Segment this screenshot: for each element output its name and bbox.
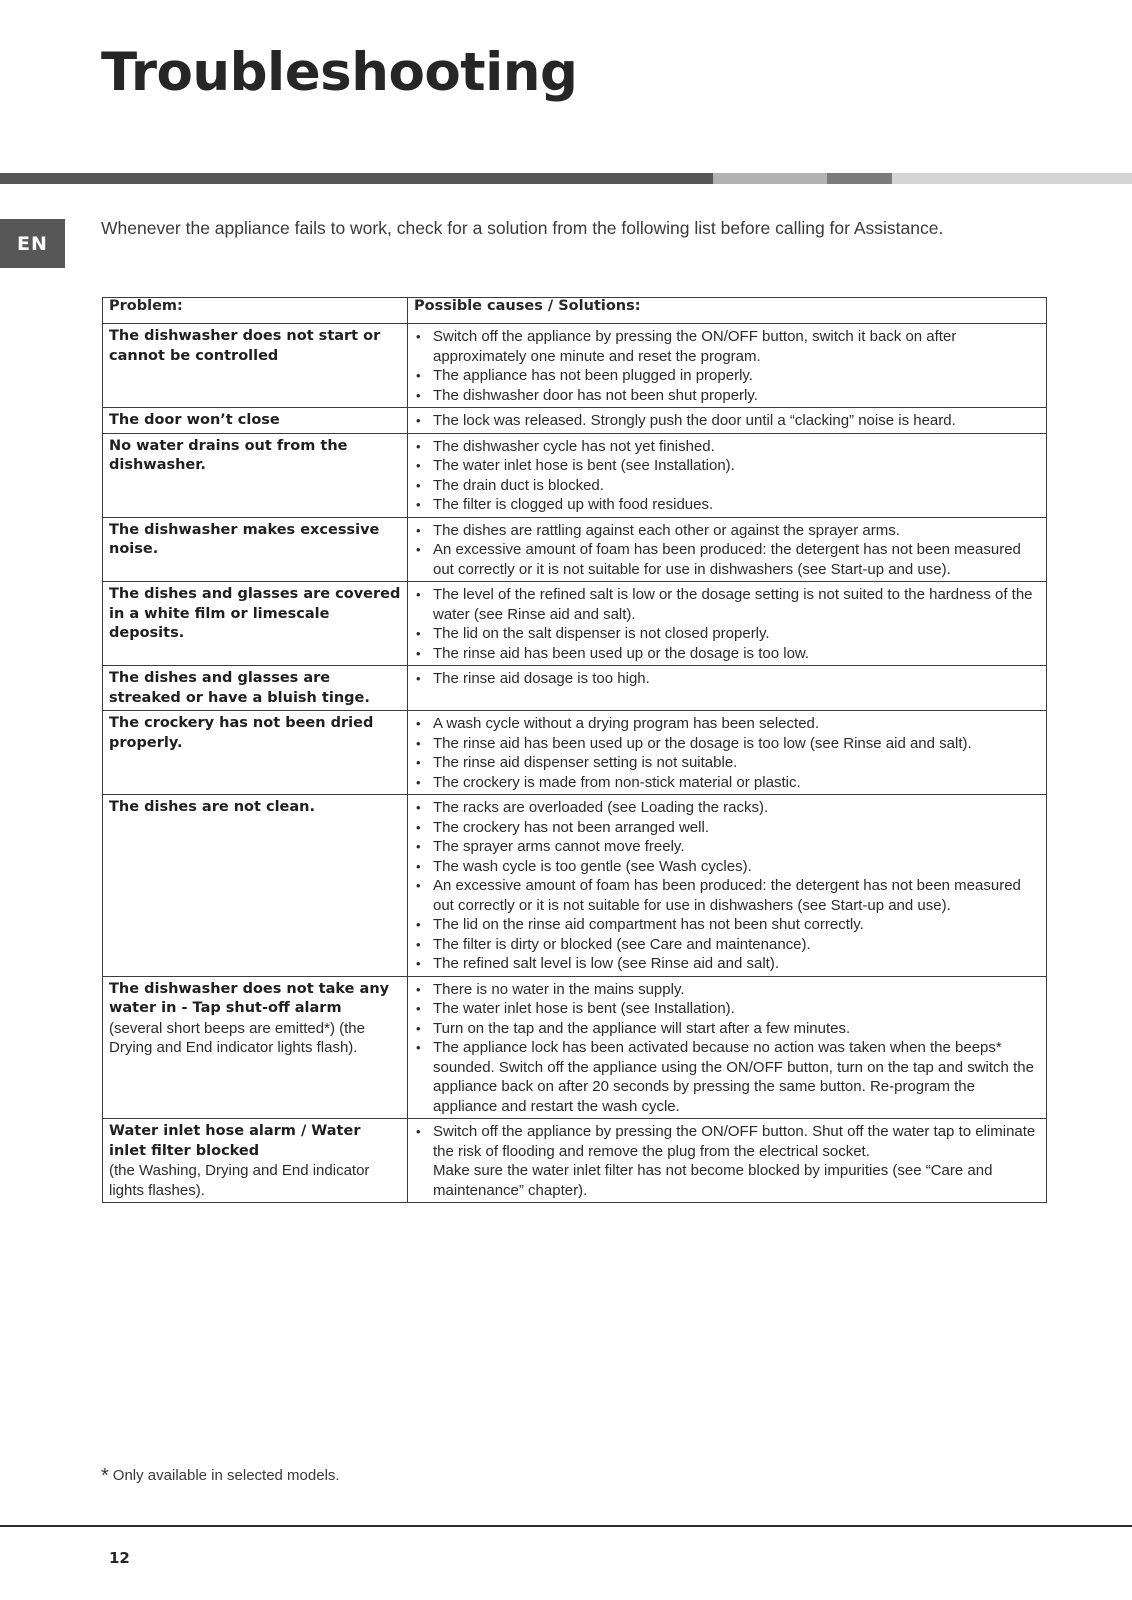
cause-item: • The rinse aid dosage is too high.: [414, 669, 1040, 689]
cause-item: • The water inlet hose is bent (see Installation).: [414, 456, 1040, 476]
problem-cell: [103, 795, 408, 977]
causes-cell: [408, 795, 1047, 977]
cause-list: [414, 669, 1040, 689]
table-row: [103, 324, 1047, 408]
cause-list: [414, 798, 1040, 974]
cause-item: • The lid on the salt dispenser is not closed properly.: [414, 624, 1040, 644]
header-bar-segment: [0, 173, 713, 184]
cause-list: [414, 411, 1040, 431]
cause-item: • There is no water in the mains supply.: [414, 980, 1040, 1000]
table-row: [103, 976, 1047, 1119]
cause-item: • An excessive amount of foam has been produced: the detergent has not been measured out correctly or it is not suitable for use in dishwashers (see Start-up and use).: [414, 876, 1040, 915]
cause-item: • The lock was released. Strongly push the door until a “clacking” noise is heard.: [414, 411, 1040, 431]
causes-cell: [408, 582, 1047, 666]
problem-text: The door won’t close: [109, 412, 280, 428]
cause-item: • The rinse aid has been used up or the dosage is too low (see Rinse aid and salt).: [414, 734, 1040, 754]
cause-item: • The racks are overloaded (see Loading the racks).: [414, 798, 1040, 818]
page-number: 12: [109, 1549, 130, 1567]
problem-note: (the Washing, Drying and End indicator lights flashes).: [109, 1162, 370, 1199]
table-row: [103, 517, 1047, 582]
cause-list: [414, 714, 1040, 792]
cause-list: [414, 327, 1040, 405]
cause-item: • The lid on the rinse aid compartment has not been shut correctly.: [414, 915, 1040, 935]
cause-item: • The crockery is made from non-stick material or plastic.: [414, 773, 1040, 793]
problem-text: The dishwasher does not take any water in - Tap shut-off alarm: [109, 980, 390, 1016]
cause-item: • The crockery has not been arranged well.: [414, 818, 1040, 838]
column-header-problem: Problem:: [103, 298, 408, 324]
footer-rule: [0, 1525, 1132, 1527]
problem-cell: [103, 666, 408, 711]
table-row: [103, 1119, 1047, 1203]
cause-list: [414, 521, 1040, 580]
header-bar-segment: [713, 173, 827, 184]
table-row: [103, 582, 1047, 666]
problem-text: The crockery has not been dried properly.: [109, 715, 374, 751]
problem-text: The dishes and glasses are streaked or have a bluish tinge.: [109, 670, 370, 706]
cause-item: • The sprayer arms cannot move freely.: [414, 837, 1040, 857]
cause-item: • The appliance lock has been activated because no action was taken when the beeps* sounded. Switch off the appliance using the ON/OFF button, turn on the tap and switch the appliance back on after 20 seconds by pressing the same button. Re-program the appliance and restart the wash cycle.: [414, 1038, 1040, 1116]
cause-item: • The wash cycle is too gentle (see Wash cycles).: [414, 857, 1040, 877]
problem-cell: [103, 324, 408, 408]
problem-text: No water drains out from the dishwasher.: [109, 437, 348, 473]
causes-cell: [408, 976, 1047, 1119]
problem-text: The dishwasher does not start or cannot be controlled: [109, 328, 381, 364]
problem-cell: [103, 517, 408, 582]
table-row: [103, 795, 1047, 977]
cause-item: • The refined salt level is low (see Rinse aid and salt).: [414, 954, 1040, 974]
header-color-bar: [0, 173, 1132, 184]
page-title: Troubleshooting: [101, 42, 578, 103]
troubleshooting-table: [102, 297, 1047, 1203]
cause-list: [414, 437, 1040, 515]
header-bar-segment: [827, 173, 892, 184]
cause-continuation: Make sure the water inlet filter has not become blocked by impurities (see “Care and maintenance” chapter).: [433, 1162, 993, 1199]
cause-item: • The rinse aid has been used up or the dosage is too low.: [414, 644, 1040, 664]
cause-item: • Turn on the tap and the appliance will start after a few minutes.: [414, 1019, 1040, 1039]
footnote-mark: *: [101, 1465, 109, 1487]
cause-item: • A wash cycle without a drying program has been selected.: [414, 714, 1040, 734]
footnote: [101, 1465, 340, 1488]
table-row: [103, 711, 1047, 795]
problem-note: (several short beeps are emitted*) (the Drying and End indicator lights flash).: [109, 1019, 365, 1056]
footnote-text: Only available in selected models.: [112, 1467, 340, 1484]
cause-item: • The water inlet hose is bent (see Installation).: [414, 999, 1040, 1019]
cause-item: • The filter is dirty or blocked (see Care and maintenance).: [414, 935, 1040, 955]
problem-cell: [103, 582, 408, 666]
causes-cell: [408, 324, 1047, 408]
cause-item: • The drain duct is blocked.: [414, 476, 1040, 496]
cause-item: • The dishes are rattling against each other or against the sprayer arms.: [414, 521, 1040, 541]
table-row: [103, 666, 1047, 711]
cause-item: • Switch off the appliance by pressing the ON/OFF button, switch it back on after approximately one minute and reset the program.: [414, 327, 1040, 366]
causes-cell: [408, 1119, 1047, 1203]
intro-text: Whenever the appliance fails to work, check for a solution from the following list before calling for Assistance.: [101, 218, 944, 238]
cause-item: • The filter is clogged up with food residues.: [414, 495, 1040, 515]
problem-text: The dishwasher makes excessive noise.: [109, 521, 380, 557]
cause-item: • The dishwasher cycle has not yet finished.: [414, 437, 1040, 457]
problem-text: Water inlet hose alarm / Water inlet filter blocked: [109, 1123, 361, 1159]
causes-cell: [408, 408, 1047, 434]
cause-list: [414, 585, 1040, 663]
table-row: [103, 433, 1047, 517]
problem-text: The dishes are not clean.: [109, 799, 316, 815]
cause-item: • The rinse aid dispenser setting is not suitable.: [414, 753, 1040, 773]
cause-item: • Switch off the appliance by pressing the ON/OFF button. Shut off the water tap to eliminate the risk of flooding and remove the plug from the electrical socket.: [414, 1122, 1040, 1161]
table-header-row: [103, 298, 1047, 324]
causes-cell: [408, 517, 1047, 582]
header-bar-segment: [892, 173, 1132, 184]
cause-item: • The level of the refined salt is low or the dosage setting is not suited to the hardness of the water (see Rinse aid and salt).: [414, 585, 1040, 624]
problem-cell: [103, 1119, 408, 1203]
cause-list: [414, 1122, 1040, 1200]
cause-item: • The appliance has not been plugged in properly.: [414, 366, 1040, 386]
cause-list: [414, 980, 1040, 1117]
causes-cell: [408, 433, 1047, 517]
cause-item: • An excessive amount of foam has been produced: the detergent has not been measured out correctly or it is not suitable for use in dishwashers (see Start-up and use).: [414, 540, 1040, 579]
problem-cell: [103, 976, 408, 1119]
causes-cell: [408, 666, 1047, 711]
problem-cell: [103, 433, 408, 517]
problem-cell: [103, 408, 408, 434]
column-header-causes: Possible causes / Solutions:: [408, 298, 1047, 324]
causes-cell: [408, 711, 1047, 795]
problem-cell: [103, 711, 408, 795]
language-tab: EN: [0, 219, 65, 268]
table-row: [103, 408, 1047, 434]
table-body: [103, 324, 1047, 1203]
cause-item: • The dishwasher door has not been shut properly.: [414, 386, 1040, 406]
problem-text: The dishes and glasses are covered in a white film or limescale deposits.: [109, 586, 401, 641]
